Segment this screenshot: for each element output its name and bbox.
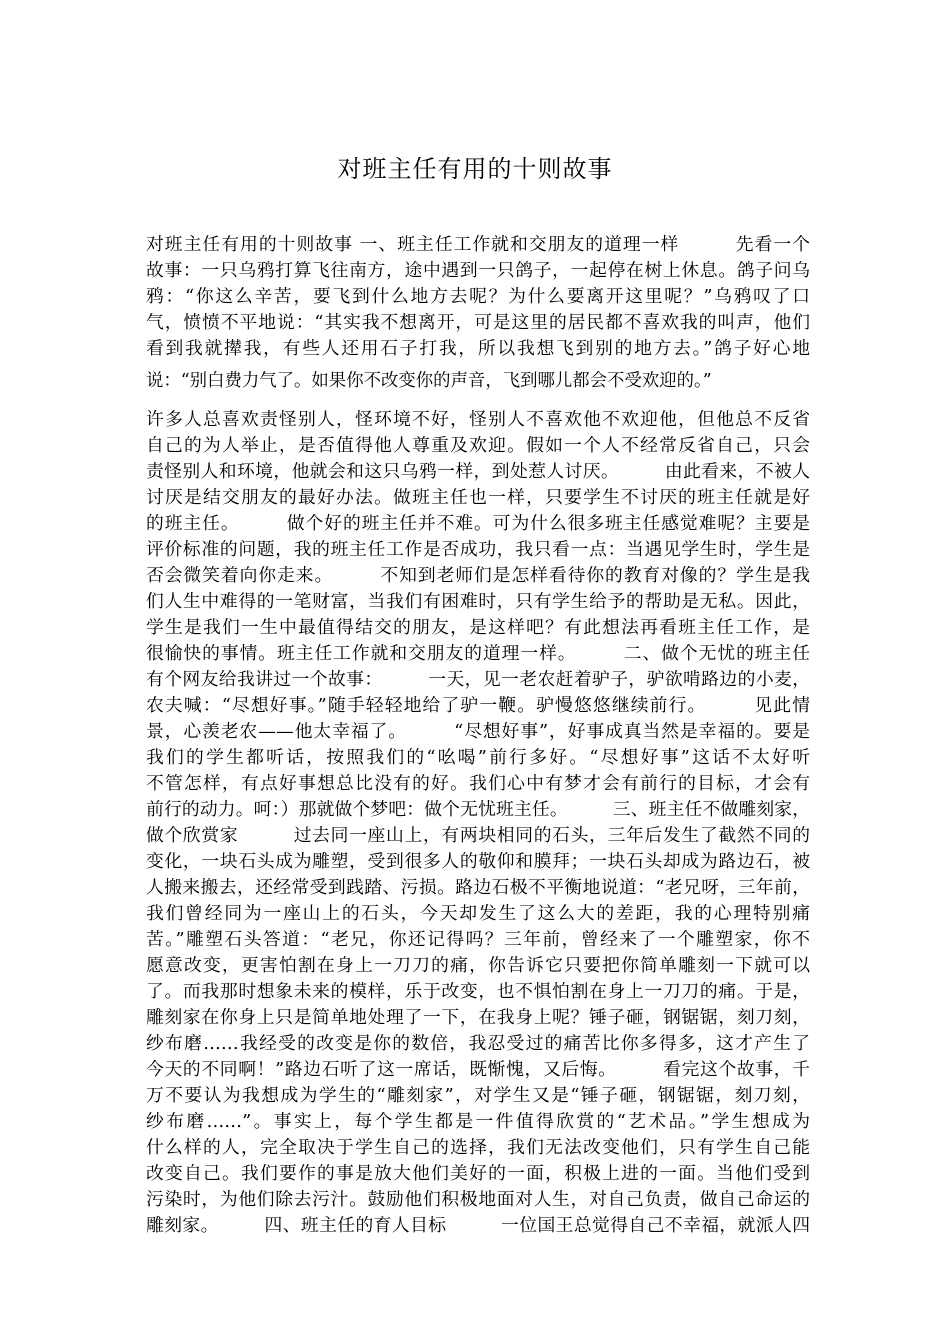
text-line: 前行的动力。呵：）那就做个梦吧：做个无忧班主任。 三、班主任不做雕刻家， <box>146 799 810 820</box>
text-line: 不管怎样，有点好事想总比没有的好。我们心中有梦才会有前行的目标，才会有 <box>146 773 810 794</box>
text-line: 讨厌是结交朋友的最好办法。做班主任也一样，只要学生不讨厌的班主任就是好 <box>146 487 810 508</box>
text-line: 污染时，为他们除去污汁。鼓励他们积极地面对人生，对自己负责，做自己命运的 <box>146 1189 810 1210</box>
text-line: 景，心羡老农——他太幸福了。 “尽想好事”，好事成真当然是幸福的。要是 <box>146 721 810 742</box>
text-line: 苦。”雕塑石头答道：“老兄，你还记得吗？三年前，曾经来了一个雕塑家，你不 <box>146 929 810 950</box>
text-line: 改变自己。我们要作的事是放大他们美好的一面，积极上进的一面。当他们受到 <box>146 1163 810 1184</box>
document-title: 对班主任有用的十则故事 <box>337 155 613 183</box>
text-line: 做个欣赏家 过去同一座山上，有两块相同的石头，三年后发生了截然不同的 <box>146 825 810 846</box>
text-line: 学生是我们一生中最值得结交的朋友，是这样吧？有此想法再看班主任工作，是 <box>146 617 810 638</box>
text-line: 今天的不同啊！”路边石听了这一席话，既惭愧，又后悔。 看完这个故事，千 <box>146 1059 810 1080</box>
paragraph-3 <box>146 407 810 1239</box>
text-line: 的班主任。 做个好的班主任并不难。可为什么很多班主任感觉难呢？主要是 <box>146 513 810 534</box>
text-line: 雕刻家在你身上只是简单地处理了一下，在我身上呢？锤子砸，钢锯锯，刻刀刻， <box>146 1007 810 1028</box>
text-line: 我们的学生都听话，按照我们的“吆喝”前行多好。“尽想好事”这话不太好听 <box>146 747 810 768</box>
text-line: 愿意改变，更害怕割在身上一刀刀的痛，你告诉它只要把你简单雕刻一下就可以 <box>146 955 810 976</box>
text-line: 很愉快的事情。班主任工作就和交朋友的道理一样。 二、做个无忧的班主任 <box>146 643 810 664</box>
text-line: 纱布磨……我经受的改变是你的数倍，我忍受过的痛苦比你多得多，这才产生了 <box>146 1033 810 1054</box>
text-line: 什么样的人，完全取决于学生自己的选择，我们无法改变他们，只有学生自己能 <box>146 1137 810 1158</box>
text-line: 我们曾经同为一座山上的石头，今天却发生了这么大的差距，我的心理特别痛 <box>146 903 810 924</box>
text-line: 看到我就撵我，有些人还用石子打我，所以我想飞到别的地方去。”鸽子好心地 <box>146 338 810 359</box>
text-line: 变化，一块石头成为雕塑，受到很多人的敬仰和膜拜；一块石头却成为路边石，被 <box>146 851 810 872</box>
text-line: 雕刻家。 四、班主任的育人目标 一位国王总觉得自己不幸福，就派人四 <box>146 1215 810 1236</box>
text-line: 许多人总喜欢责怪别人，怪环境不好，怪别人不喜欢他不欢迎他，但他总不反省 <box>146 409 810 430</box>
text-line: 农夫喊：“尽想好事。”随手轻轻地给了驴一鞭。驴慢悠悠继续前行。 见此情 <box>146 695 810 716</box>
text-line: 责怪别人和环境，他就会和这只乌鸦一样，到处惹人讨厌。 由此看来，不被人 <box>146 461 810 482</box>
text-line: 评价标准的问题，我的班主任工作是否成功，我只看一点：当遇见学生时，学生是 <box>146 539 810 560</box>
text-line: 了。而我那时想象未来的模样，乐于改变，也不惧怕割在身上一刀刀的痛。于是， <box>146 981 810 1002</box>
text-line: 纱布磨……”。事实上，每个学生都是一件值得欣赏的“艺术品。”学生想成为 <box>146 1111 810 1132</box>
text-line: 气，愤愤不平地说：“其实我不想离开，可是这里的居民都不喜欢我的叫声，他们 <box>146 312 810 333</box>
text-line: 对班主任有用的十则故事 一、班主任工作就和交朋友的道理一样 先看一个 <box>146 234 810 255</box>
text-line: 故事：一只乌鸦打算飞往南方，途中遇到一只鸽子，一起停在树上休息。鸽子问乌 <box>146 260 810 281</box>
text-line: 万不要认为我想成为学生的“雕刻家”，对学生又是“锤子砸，钢锯锯，刻刀刻， <box>146 1085 810 1106</box>
text-line: 人搬来搬去，还经常受到践踏、污损。路边石极不平衡地说道：“老兄呀，三年前， <box>146 877 810 898</box>
text-line: 说：“别白费力气了。如果你不改变你的声音，飞到哪儿都会不受欢迎的。” <box>146 371 712 391</box>
text-line: 自己的为人举止，是否值得他人尊重及欢迎。假如一个人不经常反省自己，只会 <box>146 435 810 456</box>
text-line: 鸦：“你这么辛苦，要飞到什么地方去呢？为什么要离开这里呢？”乌鸦叹了口 <box>146 286 810 307</box>
text-line: 有个网友给我讲过一个故事： 一天，见一老农赶着驴子，驴欲啃路边的小麦， <box>146 669 810 690</box>
text-line: 否会微笑着向你走来。 不知到老师们是怎样看待你的教育对像的？学生是我 <box>146 565 810 586</box>
paragraph-2 <box>146 368 810 394</box>
paragraph-1 <box>146 232 810 362</box>
text-line: 们人生中难得的一笔财富，当我们有困难时，只有学生给予的帮助是无私。因此， <box>146 591 810 612</box>
